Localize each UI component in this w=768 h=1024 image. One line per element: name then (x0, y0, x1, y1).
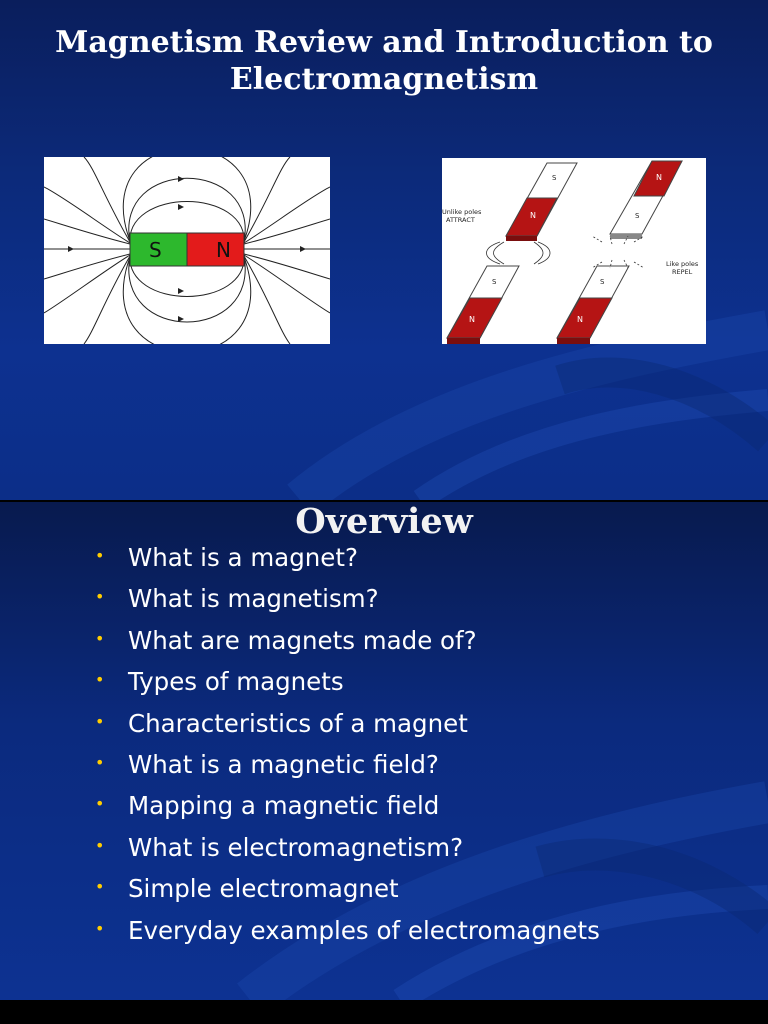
list-item (88, 785, 600, 826)
bullet-icon: • (95, 711, 105, 731)
field-lines-graphic (44, 157, 330, 344)
slide-title-line-1: Magnetism Review and Introduction to (55, 25, 713, 60)
svg-text:N: N (530, 211, 536, 220)
slide-title (0, 24, 768, 98)
bullet-icon: • (95, 752, 105, 772)
list-item-text: Mapping a magnetic field (128, 791, 440, 821)
overview-bullet-list (88, 537, 600, 951)
list-item (88, 744, 600, 785)
magnet-bottom-right (557, 266, 629, 344)
overview-title: Overview (295, 501, 473, 542)
svg-text:N: N (469, 315, 475, 324)
bullet-icon: • (95, 587, 105, 607)
attract-label-line-2: ATTRACT (446, 216, 475, 224)
list-item (88, 578, 600, 619)
bullet-icon: • (95, 794, 105, 814)
repel-label-line-1: Like poles (666, 260, 699, 268)
attract-label-line-1: Unlike poles (442, 208, 482, 216)
repel-label-line-2: REPEL (672, 268, 693, 276)
magnet-top-left (506, 163, 577, 241)
repulsion-field-lines (592, 236, 644, 268)
svg-text:N: N (656, 173, 662, 182)
list-item (88, 537, 600, 578)
magnet-bottom-left (447, 266, 519, 344)
list-item (88, 868, 600, 909)
list-item-text: What is electromagnetism? (128, 832, 464, 862)
list-item-text: What is magnetism? (128, 584, 379, 614)
bullet-icon: • (95, 670, 105, 690)
attraction-field-lines (487, 242, 551, 264)
svg-text:S: S (635, 212, 640, 220)
slide-magnetism-review (0, 0, 768, 500)
list-item-text: What is a magnet? (128, 543, 358, 572)
slide-title-line-2: Electromagnetism (229, 62, 539, 97)
list-item (88, 703, 600, 744)
list-item-text: Simple electromagnet (128, 874, 399, 904)
svg-text:N: N (577, 315, 583, 324)
bullet-icon: • (95, 918, 105, 938)
svg-text:S: S (552, 174, 557, 182)
list-item (88, 910, 600, 951)
list-item-text: Everyday examples of electromagnets (128, 915, 600, 945)
bullet-icon: • (95, 628, 105, 648)
list-item-text: Types of magnets (128, 667, 344, 697)
list-item-text: Characteristics of a magnet (128, 708, 468, 738)
list-item (88, 661, 600, 702)
north-pole-label: N (216, 238, 231, 262)
poles-graphic (442, 158, 706, 344)
south-pole-label: S (149, 238, 162, 262)
svg-text:S: S (492, 278, 497, 286)
bullet-icon: • (95, 546, 105, 565)
magnet-poles-diagram-image (442, 158, 706, 344)
list-item-text: What are magnets made of? (128, 625, 477, 655)
svg-text:S: S (600, 278, 605, 286)
bar-magnet-field-image (44, 157, 330, 344)
list-item-text: What is a magnetic field? (128, 749, 439, 779)
magnet-top-right (610, 161, 682, 239)
list-item (88, 827, 600, 868)
bullet-icon: • (95, 877, 105, 897)
list-item (88, 620, 600, 661)
bullet-icon: • (95, 835, 105, 855)
